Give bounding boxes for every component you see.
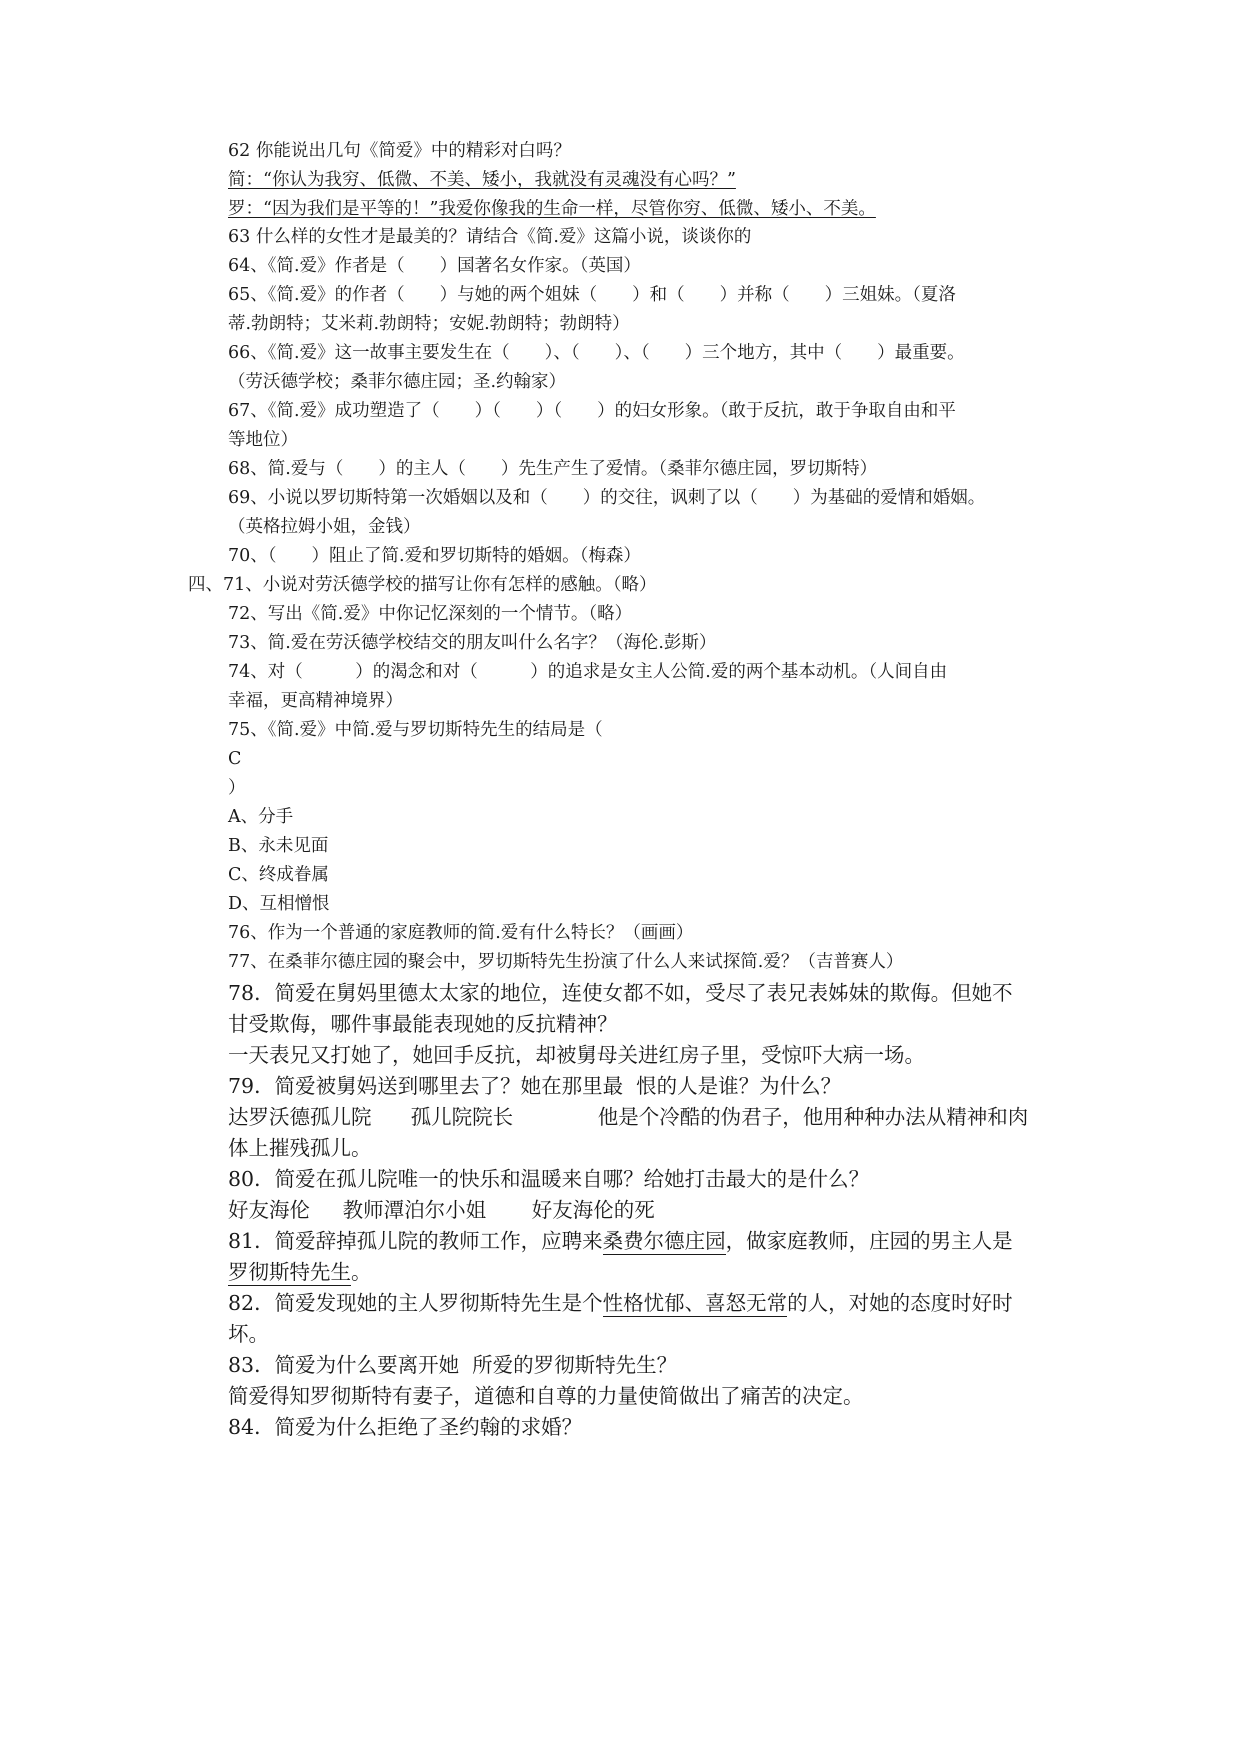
answer-81-master: 罗彻斯特先生 xyxy=(228,1260,351,1284)
question-81-text-a: 81．简爱辞掉孤儿院的教师工作，应聘来 xyxy=(228,1229,603,1253)
question-67: 67、《简.爱》成功塑造了（ ）（ ）（ ）的妇女形象。（敢于反抗，敢于争取自由和平 xyxy=(228,401,956,421)
question-74: 74、对（ ）的渴念和对（ ）的追求是女主人公简.爱的两个基本动机。（人间自由 xyxy=(228,662,948,682)
option-c: C、终成眷属 xyxy=(228,865,329,885)
question-70: 70、（ ）阻止了简.爱和罗切斯特的婚姻。（梅森） xyxy=(228,546,641,566)
question-78: 78．简爱在舅妈里德太太家的地位，连使女都不如，受尽了表兄表姊妹的欺侮。但她不 xyxy=(228,981,1013,1005)
question-82 xyxy=(228,1289,1013,1317)
answer-78: 一天表兄又打她了，她回手反抗，却被舅母关进红房子里，受惊吓大病一场。 xyxy=(228,1043,925,1067)
dialogue-jane: 简：“你认为我穷、低微、不美、矮小，我就没有灵魂没有心吗？” xyxy=(228,170,736,190)
question-64: 64、《简.爱》作者是（ ）国著名女作家。（英国） xyxy=(228,256,641,276)
answer-66: （劳沃德学校；桑菲尔德庄园；圣.约翰家） xyxy=(228,372,567,392)
question-83: 83．简爱为什么要离开她 所爱的罗彻斯特先生？ xyxy=(228,1353,678,1377)
answer-80: 好友海伦 教师潭泊尔小姐 好友海伦的死 xyxy=(228,1198,655,1222)
answer-82: 性格忧郁、喜怒无常 xyxy=(602,1291,788,1315)
question-69: 69、小说以罗切斯特第一次婚姻以及和（ ）的交往，讽刺了以（ ）为基础的爱情和婚姻。 xyxy=(228,488,986,508)
question-68: 68、简.爱与（ ）的主人（ ）先生产生了爱情。（桑菲尔德庄园，罗切斯特） xyxy=(228,459,878,479)
option-d: D、互相憎恨 xyxy=(228,894,330,914)
answer-81-place: 桑费尔德庄园 xyxy=(602,1229,726,1253)
question-82-text-b: 的人，对她的态度时好时 xyxy=(787,1291,1013,1315)
question-76: 76、作为一个普通的家庭教师的简.爱有什么特长？（画画） xyxy=(228,923,694,943)
question-66: 66、《简.爱》这一故事主要发生在（ ）、（ ）、（ ）三个地方，其中（ ）最重要。 xyxy=(228,343,965,363)
answer-79-cont: 体上摧残孤儿。 xyxy=(228,1136,372,1160)
answer-83: 简爱得知罗彻斯特有妻子，道德和自尊的力量使简做出了痛苦的决定。 xyxy=(228,1384,864,1408)
section-four-question-71: 四、71、小说对劳沃德学校的描写让你有怎样的感触。（略） xyxy=(188,575,657,595)
question-82-text-a: 82．简爱发现她的主人罗彻斯特先生是个 xyxy=(228,1291,603,1315)
question-62: 62 你能说出几句《简爱》中的精彩对白吗？ xyxy=(228,141,571,161)
answer-79: 达罗沃德孤儿院 孤儿院院长 他是个冷酷的伪君子，他用种种办法从精神和肉 xyxy=(228,1105,1029,1129)
question-78-cont: 甘受欺侮，哪件事最能表现她的反抗精神？ xyxy=(228,1012,618,1036)
question-77: 77、在桑菲尔德庄园的聚会中，罗切斯特先生扮演了什么人来试探简.爱？（吉普赛人） xyxy=(228,952,904,972)
answer-69: （英格拉姆小姐，金钱） xyxy=(228,517,421,537)
question-79: 79．简爱被舅妈送到哪里去了？她在那里最 恨的人是谁？为什么？ xyxy=(228,1074,842,1098)
question-82-cont: 坏。 xyxy=(228,1322,269,1346)
option-a: A、分手 xyxy=(228,807,294,827)
question-72: 72、写出《简.爱》中你记忆深刻的一个情节。（略） xyxy=(228,604,633,624)
answer-67: 等地位） xyxy=(228,430,298,450)
question-81-period: 。 xyxy=(351,1260,372,1284)
answer-75-close-paren: ） xyxy=(228,778,246,798)
question-81 xyxy=(228,1227,1013,1255)
question-81-cont xyxy=(228,1258,372,1286)
dialogue-rochester: 罗：“因为我们是平等的！”我爱你像我的生命一样，尽管你穷、低微、矮小、不美。 xyxy=(228,199,876,219)
question-73: 73、简.爱在劳沃德学校结交的朋友叫什么名字？（海伦.彭斯） xyxy=(228,633,717,653)
answer-75-letter: C xyxy=(228,749,242,769)
answer-65: 蒂.勃朗特；艾米莉.勃朗特；安妮.勃朗特；勃朗特） xyxy=(228,314,630,334)
question-63: 63 什么样的女性才是最美的？请结合《简.爱》这篇小说，谈谈你的 xyxy=(228,227,752,247)
option-b: B、永未见面 xyxy=(228,836,329,856)
question-80: 80．简爱在孤儿院唯一的快乐和温暖来自哪？给她打击最大的是什么？ xyxy=(228,1167,870,1191)
question-81-text-b: ，做家庭教师，庄园的男主人是 xyxy=(725,1229,1013,1253)
question-65: 65、《简.爱》的作者（ ）与她的两个姐妹（ ）和（ ）并称（ ）三姐妹。（夏洛 xyxy=(228,285,956,305)
answer-74: 幸福，更高精神境界） xyxy=(228,691,403,711)
question-75: 75、《简.爱》中简.爱与罗切斯特先生的结局是（ xyxy=(228,720,603,740)
question-84: 84．简爱为什么拒绝了圣约翰的求婚？ xyxy=(228,1415,583,1439)
